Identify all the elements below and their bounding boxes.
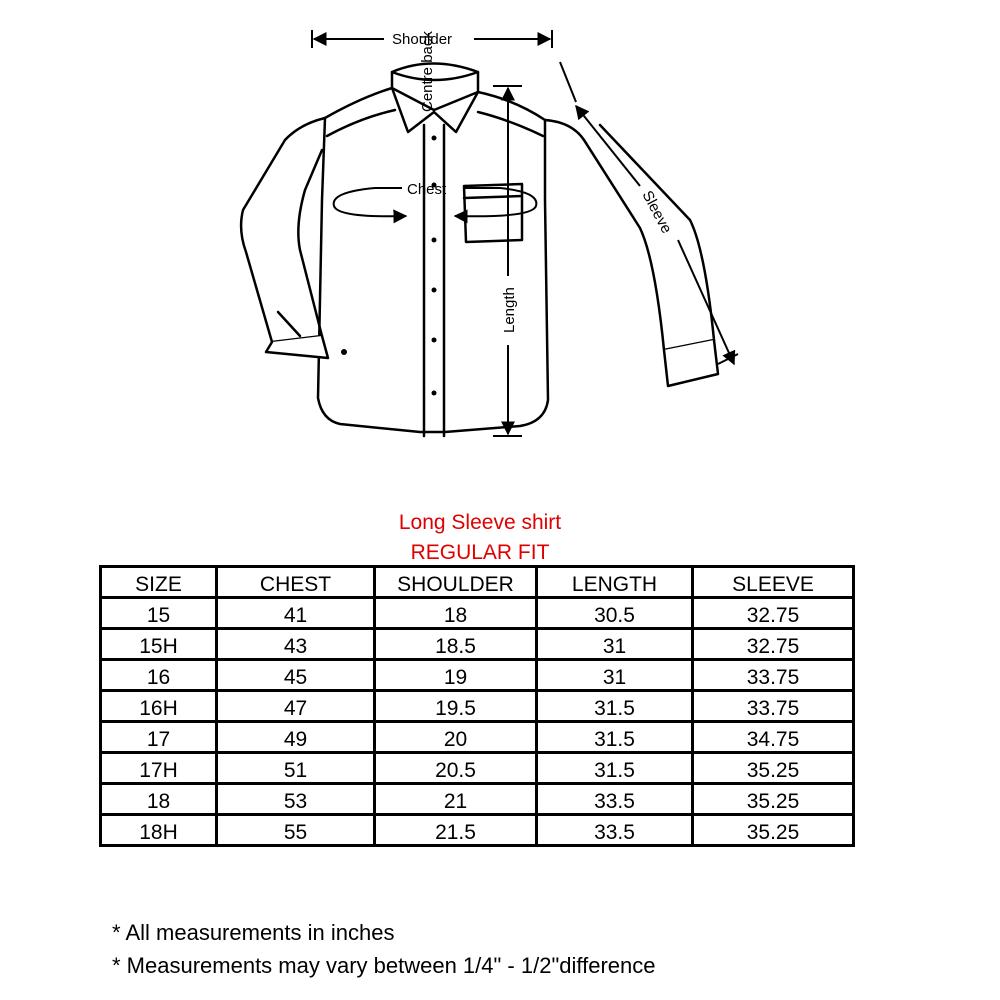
table-cell: 51 xyxy=(217,753,375,784)
table-cell: 41 xyxy=(217,598,375,629)
table-cell: 35.25 xyxy=(693,815,854,846)
table-cell: 33.75 xyxy=(693,660,854,691)
length-label: Length xyxy=(501,287,518,333)
table-cell: 19 xyxy=(375,660,537,691)
table-cell: 20.5 xyxy=(375,753,537,784)
table-cell: 31.5 xyxy=(537,691,693,722)
table-cell: 33.75 xyxy=(693,691,854,722)
table-cell: 18 xyxy=(101,784,217,815)
table-cell: 49 xyxy=(217,722,375,753)
table-cell: 55 xyxy=(217,815,375,846)
note-units: * All measurements in inches xyxy=(112,920,395,945)
table-cell: 45 xyxy=(217,660,375,691)
table-cell: 17H xyxy=(101,753,217,784)
table-cell: 31.5 xyxy=(537,753,693,784)
table-cell: 32.75 xyxy=(693,598,854,629)
table-cell: 47 xyxy=(217,691,375,722)
table-cell: 31 xyxy=(537,660,693,691)
note-variance: * Measurements may vary between 1/4" - 1/2"difference xyxy=(112,953,656,978)
table-row xyxy=(101,753,854,784)
shirt-measurement-diagram xyxy=(0,0,1000,470)
table-row xyxy=(101,784,854,815)
header-length: LENGTH xyxy=(537,567,693,598)
table-cell: 16H xyxy=(101,691,217,722)
table-cell: 15 xyxy=(101,598,217,629)
table-cell: 18.5 xyxy=(375,629,537,660)
table-cell: 20 xyxy=(375,722,537,753)
chest-label: Chest xyxy=(407,181,447,198)
table-row xyxy=(101,722,854,753)
title-line-1: Long Sleeve shirt xyxy=(398,511,562,534)
table-row xyxy=(101,598,854,629)
table-row xyxy=(101,629,854,660)
table-cell: 17 xyxy=(101,722,217,753)
table-cell: 15H xyxy=(101,629,217,660)
title-line-2: REGULAR FIT xyxy=(410,541,550,563)
header-shoulder: SHOULDER xyxy=(375,567,537,598)
measurement-notes xyxy=(112,916,655,982)
shirt-outline-icon xyxy=(241,64,718,437)
table-cell: 35.25 xyxy=(693,784,854,815)
table-cell: 18 xyxy=(375,598,537,629)
shoulder-label: Shoulder xyxy=(392,31,453,48)
centre-back-label: Centre back xyxy=(419,31,436,112)
table-cell: 32.75 xyxy=(693,629,854,660)
header-chest: CHEST xyxy=(217,567,375,598)
table-cell: 21.5 xyxy=(375,815,537,846)
table-cell: 33.5 xyxy=(537,784,693,815)
sleeve-label: Sleeve xyxy=(638,187,676,237)
table-row xyxy=(101,660,854,691)
size-chart-table xyxy=(99,565,855,847)
table-cell: 34.75 xyxy=(693,722,854,753)
table-cell: 31 xyxy=(537,629,693,660)
table-header-row xyxy=(101,567,854,598)
table-cell: 18H xyxy=(101,815,217,846)
table-cell: 35.25 xyxy=(693,753,854,784)
table-cell: 53 xyxy=(217,784,375,815)
table-cell: 21 xyxy=(375,784,537,815)
table-cell: 16 xyxy=(101,660,217,691)
header-sleeve: SLEEVE xyxy=(693,567,854,598)
table-cell: 31.5 xyxy=(537,722,693,753)
table-row xyxy=(101,815,854,846)
table-cell: 19.5 xyxy=(375,691,537,722)
header-size: SIZE xyxy=(101,567,217,598)
table-row xyxy=(101,691,854,722)
table-cell: 30.5 xyxy=(537,598,693,629)
table-cell: 33.5 xyxy=(537,815,693,846)
table-cell: 43 xyxy=(217,629,375,660)
